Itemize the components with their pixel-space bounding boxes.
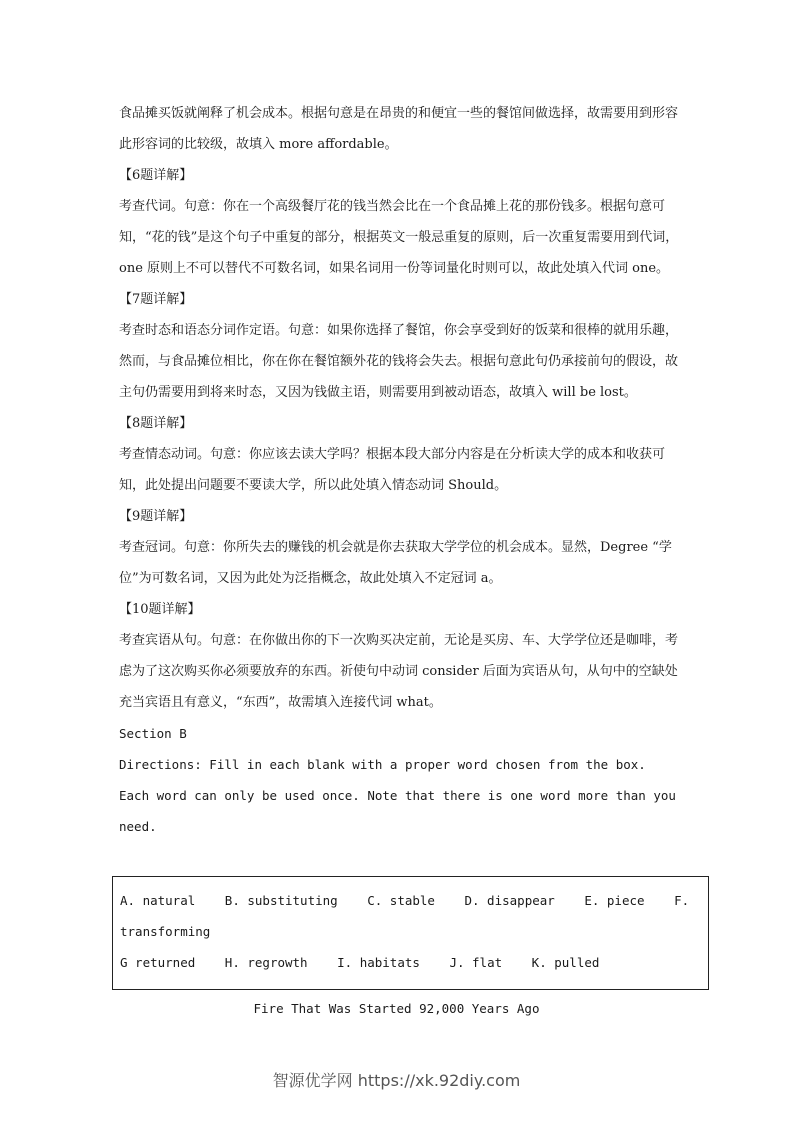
word-box-line-2 [120, 916, 708, 947]
word-option: B. substituting [224, 893, 338, 908]
paragraph-q7: 考查时态和语态分词作定语。句意：如果你选择了餐馆，你会享受到好的饭菜和很棒的就用乐趣，然而，与食品摊位相比，你在你在餐馆额外花的钱将会失去。根据句意此句仍承接前句的假设，故主句仍需要用到将来时态，又因为钱做主语，则需要用到被动语态，故填入 will be lost。 [119, 323, 679, 400]
word-option: H. regrowth [224, 955, 308, 970]
word-option: D. disappear [464, 893, 555, 908]
heading-q8: 【8题详解】 [119, 416, 193, 431]
word-box [112, 876, 709, 990]
content [119, 98, 679, 842]
word-option: A. natural [120, 893, 196, 908]
heading-q6: 【6题详解】 [119, 168, 193, 183]
directions: Directions: Fill in each blank with a proper word chosen from the box. Each word can only be used once. Note that there is one word more than you need. [119, 757, 676, 834]
paragraph-q6: 考查代词。句意：你在一个高级餐厅花的钱当然会比在一个食品摊上花的那份钱多。根据句意可知，“花的钱”是这个句子中重复的部分，根据英文一般忌重复的原则，后一次重复需要用到代词，one 原则上不可以替代不可数名词，如果名词用一份等词量化时则可以，故此处填入代词 one。 [119, 199, 679, 276]
word-option: transforming [120, 924, 211, 939]
word-box-line-1 [120, 885, 708, 916]
word-option: K. pulled [531, 955, 600, 970]
paragraph-q9: 考查冠词。句意：你所失去的赚钱的机会就是你去获取大学学位的机会成本。显然，Degree “学位”为可数名词，又因为此处为泛指概念，故此处填入不定冠词 a。 [119, 540, 672, 586]
watermark: 智源优学网 https://xk.92diy.com [272, 1071, 521, 1090]
word-option: F. [674, 893, 690, 908]
word-option: I. habitats [337, 955, 420, 970]
passage-title: Fire That Was Started 92,000 Years Ago [253, 1001, 540, 1016]
word-box-line-3 [120, 947, 708, 978]
word-option: C. stable [367, 893, 435, 908]
heading-q9: 【9题详解】 [119, 509, 193, 524]
paragraph-q10: 考查宾语从句。句意：在你做出你的下一次购买决定前，无论是买房、车、大学学位还是咖啡，考虑为了这次购买你必须要放弃的东西。祈使句中动词 consider 后面为宾语从句，从句中的空缺处充当宾语且有意义，“东西”，故需填入连接代词 what。 [119, 633, 679, 710]
word-option: E. piece [584, 893, 645, 908]
word-option: G returned [120, 955, 196, 970]
word-option: J. flat [449, 955, 503, 970]
paragraph-q8: 考查情态动词。句意：你应该去读大学吗？根据本段大部分内容是在分析读大学的成本和收获可知，此处提出问题要不要读大学，所以此处填入情态动词 Should。 [119, 447, 666, 493]
heading-q10: 【10题详解】 [119, 602, 201, 617]
paragraph-intro: 食品摊买饭就阐释了机会成本。根据句意是在昂贵的和便宜一些的餐馆间做选择，故需要用到形容此形容词的比较级，故填入 more affordable。 [119, 106, 679, 152]
heading-q7: 【7题详解】 [119, 292, 193, 307]
section-heading: Section B [119, 726, 187, 741]
